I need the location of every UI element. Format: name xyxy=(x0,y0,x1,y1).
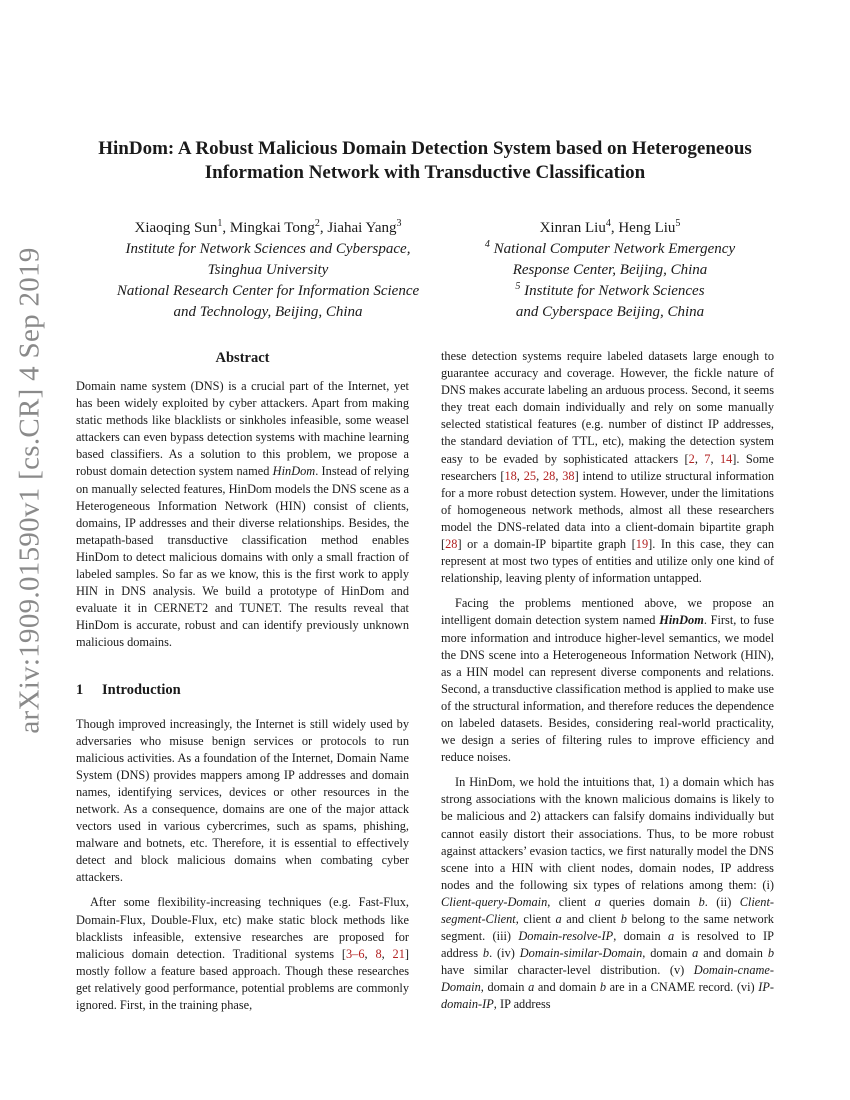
intro-paragraph: After some flexibility-increasing techniques (e.g. Fast-Flux, Domain-Flux, Double-Flux, etc) make static block methods like blacklists infeasible, extensive researches are proposed for malicious domain detection. Traditional systems [3–6, 8, 21] mostly follow a feature based approach. Though these researches get relatively good performance, potential problems are commonly ignored. First, in the training phase, xyxy=(76,895,410,1012)
affiliation-line: $^5$ Institute for Network Sciences xyxy=(515,281,705,299)
left-column xyxy=(76,348,409,1014)
affiliation-line: Tsinghua University xyxy=(207,262,329,278)
citation-link[interactable]: 3–6 xyxy=(345,946,365,961)
citation-link[interactable]: 7 xyxy=(704,451,711,466)
author-names-left: Xiaoqing Sun$^1$, Mingkai Tong$^2$, Jiahai Yang$^3$ xyxy=(134,218,402,236)
citation-link[interactable]: 8 xyxy=(375,946,382,961)
affiliation-line: National Research Center for Information Science xyxy=(116,283,420,299)
affiliation-line: and Technology, Beijing, China xyxy=(173,304,363,320)
citation-link[interactable]: 25 xyxy=(523,468,537,483)
abstract-text: Domain name system (DNS) is a crucial part of the Internet, yet has been widely exploited by cyber attackers. Apart from making static methods like blacklists or sinkholes infeasible, some weasel attackers can even bypass detection systems with machine learning based classifiers. As a solution to this problem, we propose a robust domain detection system named HinDom. Instead of relying on manually selected features, HinDom models the DNS scene as a Heterogeneous Information Network (HIN) consist of clients, domains, IP addresses and their diverse relationships. Besides, the metapath-based transductive classification method enables HinDom to detect malicious domains with only a small fraction of labeled samples. So far as we know, this is the first work to apply HIN in DNS analysis. We build a prototype of HinDom and evaluate it in CERNET2 and TUNET. The results reveal that HinDom is accurate, robust and can identify previously unknown malicious domains. xyxy=(76,379,409,650)
body-paragraph: Facing the problems mentioned above, we propose an intelligent domain detection system named HinDom. First, to fuse more information and introduce higher-level semantics, we model the DNS scene into a Heterogeneous Information Network (HIN), as a HIN model can represent diverse components and relations. Second, a transductive classification method is applied to make use of the structural information, and therefore reduces the dependence on labeled datasets. Besides, considering real-world practicality, we design a series of filtering rules to improve efficiency and reduce noises. xyxy=(441,596,775,765)
body-paragraph: In HinDom, we hold the intuitions that, 1) a domain which has strong associations with the known malicious domains is likely to be malicious and 2) attackers can falsify domains individually but cannot easily distort their associations. Thus, to be more robust against attackers’ evasion tactics, we first naturally model the DNS scene into a HIN with client nodes, domain nodes, IP address nodes and the following six types of relations among them: (i) Client-query-Domain, client a queries domain b. (ii) Client-segment-Client, client a and client b belong to the same network segment. (iii) Domain-resolve-IP, domain a is resolved to IP address b. (iv) Domain-similar-Domain, domain a and domain b have similar character-level distribution. (v) Domain-cname-Domain, domain a and domain b are in a CNAME record. (vi) IP-domain-IP, IP address xyxy=(441,775,774,1012)
citation-link[interactable]: 28 xyxy=(445,537,458,552)
citation-link[interactable]: 21 xyxy=(392,946,405,961)
right-column xyxy=(441,348,774,1014)
body-paragraph: these detection systems require labeled datasets large enough to guarantee accuracy and coverage. However, the fickle nature of DNS makes accurate labeling an arduous process. Second, it seems they treat each domain individually and rely on some manually selected statistical features (e.g. number of distinct IP addresses, the standard deviation of TTL, etc), making the detection system easy to be evaded by sophisticated attackers [2, 7, 14]. Some researchers [18, 25, 28, 38] intend to utilize structural information for a more robust detection system. However, under the limitations of homogeneous network methods, almost all these researchers model the DNS-related data into a client-domain bipartite graph [28] or a domain-IP bipartite graph [19]. In this case, they can represent at most two types of entities and utilize only one kind of relationship, leaving plenty of information untapped. xyxy=(441,349,775,586)
intro-paragraph: Though improved increasingly, the Internet is still widely used by adversaries who misuse benign services or protocols to run malicious activities. As a foundation of the Internet, Domain Name System (DNS) provides mappers among IP addresses and domain names, identifying services, devices or other resources in the network. As a consequence, domains are one of the major attack vectors used in various cybercrimes, such as spams, phishing, malware and botnets, etc. Therefore, it is essential to effectively detect and block malicious domains when combating cyber attackers. xyxy=(76,716,409,885)
affiliation-line: $^4$ National Computer Network Emergency xyxy=(484,239,736,257)
author-block-right xyxy=(455,218,765,323)
affiliation-line: Response Center, Beijing, China xyxy=(512,262,708,278)
affiliation-line: and Cyberspace Beijing, China xyxy=(515,304,705,320)
citation-link[interactable]: 14 xyxy=(719,451,733,466)
citation-link[interactable]: 2 xyxy=(688,451,695,466)
section-heading-introduction: 1 Introduction xyxy=(76,681,181,698)
abstract-heading: Abstract xyxy=(215,350,270,366)
citation-link[interactable]: 38 xyxy=(562,468,575,483)
citation-link[interactable]: 28 xyxy=(542,468,556,483)
author-block-left xyxy=(88,218,448,323)
paper-title: HinDom: A Robust Malicious Domain Detection System based on Heterogeneous Information Network with Transductive Classification xyxy=(98,138,752,183)
citation-link[interactable]: 19 xyxy=(635,537,649,552)
arxiv-margin-stamp xyxy=(13,246,46,734)
author-names-right: Xinran Liu$^4$, Heng Liu$^5$ xyxy=(539,218,681,236)
arxiv-identifier: arXiv:1909.01590v1 [cs.CR] 4 Sep 2019 xyxy=(13,246,46,734)
affiliation-line: Institute for Network Sciences and Cyberspace, xyxy=(125,241,411,257)
citation-link[interactable]: 18 xyxy=(504,468,517,483)
